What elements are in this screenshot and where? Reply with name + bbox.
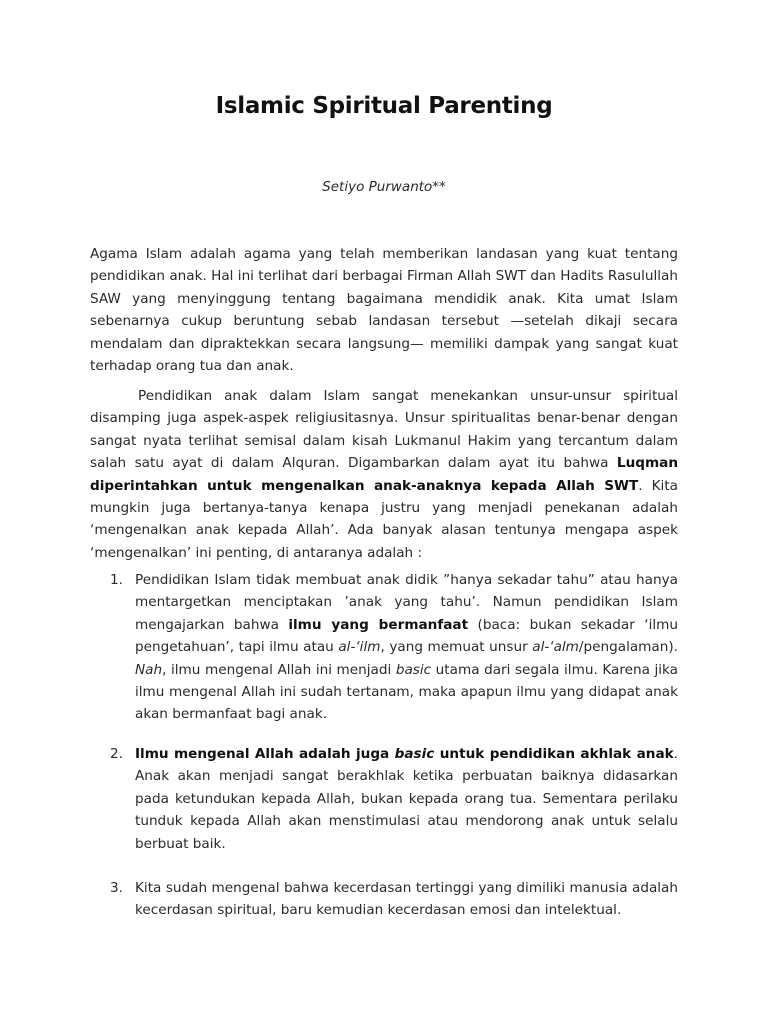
list-number: 2. <box>110 746 123 762</box>
paragraph-intro: Agama Islam adalah agama yang telah memberikan landasan yang kuat tentang pendidikan anak. Hal ini terlihat dari berbagai Firman Allah SWT dan Hadits Rasulullah SAW yang menyinggung tentang bagaimana mendidik anak. Kita umat Islam sebenarnya cukup beruntung sebab landasan tersebut —setelah dikaji secara mendalam dan dipraktekkan secara langsung— memiliki dampak yang sangat kuat terhadap orang tua dan anak. <box>90 246 678 375</box>
paragraph-spiritual <box>90 385 678 564</box>
list-item-1 <box>90 569 678 726</box>
text-segment: Pendidikan Islam tidak membuat anak didik ”hanya sekadar tahu” atau hanya mentargetkan menciptakan ’anak yang tahu’. Namun pendidikan Islam mengajarkan bahwa <box>135 572 678 633</box>
paragraph-text-segment: Pendidikan anak dalam Islam sangat menekankan unsur-unsur spiritual disamping juga aspek-aspek religiusitasnya. Unsur spiritualitas benar-benar dengan sangat nyata terlihat semisal dalam kisah Lukmanul Hakim yang tercantum dalam salah satu ayat di dalam Alquran. Digambarkan dalam ayat itu bahwa <box>90 388 678 472</box>
text-segment: utama dari segala ilmu. Karena jika ilmu mengenal Allah ini sudah tertanam, maka apapun ilmu yang didapat anak akan bermanfaat bagi anak. <box>135 661 678 723</box>
text-segment: , yang memuat unsur <box>380 639 533 656</box>
text-segment: Kita sudah mengenal bahwa kecerdasan tertinggi yang dimiliki manusia adalah kecerdasan spiritual, baru kemudian kecerdasan emosi dan intelektual. <box>135 880 678 919</box>
list-item-3 <box>90 877 678 922</box>
italic-segment: basic <box>394 746 435 762</box>
paragraph-bold-segment: Luqman diperintahkan untuk mengenalkan anak-anaknya kepada Allah SWT <box>90 455 678 494</box>
author-line: Setiyo Purwanto** <box>322 179 446 195</box>
document-title: Islamic Spiritual Parenting <box>215 93 553 119</box>
text-segment: . Anak akan menjadi sangat berakhlak ketika perbuatan baiknya didasarkan pada ketundukan kepada Allah, bukan kepada orang tua. Sementara perilaku tunduk kepada Allah akan menstimulasi atau mendorong anak untuk selalu berbuat baik. <box>135 746 678 852</box>
list-number: 1. <box>110 572 123 588</box>
italic-segment: al-‘alm <box>532 639 579 656</box>
list-item-content <box>135 569 678 726</box>
list-number: 3. <box>110 880 123 896</box>
text-segment: /pengalaman). <box>578 639 678 656</box>
bold-segment: ilmu yang bermanfaat <box>288 616 469 633</box>
text-segment: , ilmu mengenal Allah ini menjadi <box>162 661 396 678</box>
bold-segment: untuk pendidikan akhlak anak <box>434 746 674 762</box>
text-segment: (baca: bukan sekadar ‘ilmu pengetahuan’, tapi ilmu atau <box>135 616 678 656</box>
bold-italic-segment <box>395 746 435 762</box>
italic-segment: Nah <box>135 661 163 678</box>
italic-segment: al-‘ilm <box>338 639 381 656</box>
list-item-content <box>135 877 678 922</box>
italic-segment: basic <box>395 661 432 678</box>
paragraph-text-segment: . Kita mungkin juga bertanya-tanya kenapa justru yang menjadi penekanan adalah ‘mengenalkan anak kepada Allah’. Ada banyak alasan tentunya mengapa aspek ‘mengenalkan’ ini penting, di antaranya adalah : <box>90 477 678 561</box>
bold-segment: Ilmu mengenal Allah adalah juga <box>135 746 395 762</box>
list-item-content <box>135 743 678 855</box>
list-item-2 <box>90 743 678 855</box>
